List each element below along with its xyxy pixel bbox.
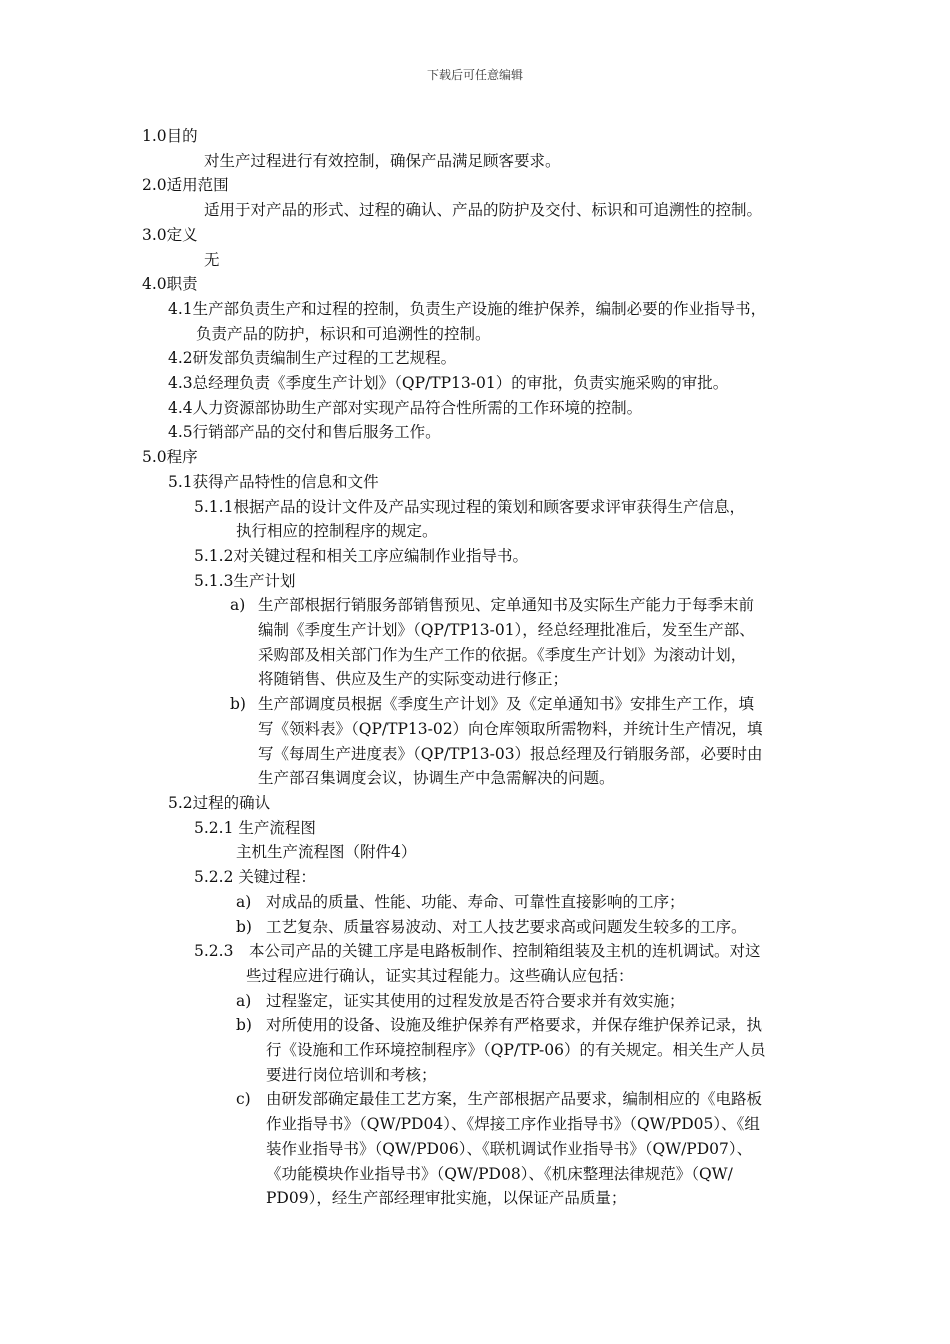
list-item bbox=[0, 1013, 950, 1038]
section-5-title: 5.0程序 bbox=[142, 448, 198, 467]
clause-4-5: 4.5行销部产品的交付和售后服务工作。 bbox=[168, 423, 441, 442]
section-1-body: 对生产过程进行有效控制，确保产品满足顾客要求。 bbox=[204, 151, 561, 170]
section-3-title: 3.0定义 bbox=[142, 225, 198, 244]
list-item-text: 要进行岗位培训和考核； bbox=[266, 1065, 437, 1084]
clause-5-2-1: 5.2.1 生产流程图 bbox=[194, 818, 316, 837]
section-1-title: 1.0目的 bbox=[142, 127, 198, 145]
clause-5-1-2: 5.1.2对关键过程和相关工序应编制作业指导书。 bbox=[194, 546, 528, 565]
list-item-text: 生产部根据行销服务部销售预见、定单通知书及实际生产能力于每季末前 bbox=[258, 596, 755, 615]
clause-5-1-1-line-2: 执行相应的控制程序的规定。 bbox=[236, 522, 438, 541]
page-header-note: 下载后可任意编辑 bbox=[426, 68, 523, 82]
list-item-text: 生产部调度员根据《季度生产计划》及《定单通知书》安排生产工作，填 bbox=[258, 695, 755, 714]
list-marker: b) bbox=[236, 917, 252, 936]
clause-4-3: 4.3总经理负责《季度生产计划》（QP/TP13-01）的审批，负责实施采购的审批。 bbox=[168, 374, 729, 393]
clause-4-2: 4.2研发部负责编制生产过程的工艺规程。 bbox=[168, 349, 457, 368]
list-item-text: 写《领料表》（QP/TP13-02）向仓库领取所需物料，并统计生产情况，填 bbox=[258, 719, 763, 738]
list-item-text: 对所使用的设备、设施及维护保养有严格要求，并保存维护保养记录，执 bbox=[266, 1016, 763, 1035]
clause-4-1-line-1: 4.1生产部负责生产和过程的控制，负责生产设施的维护保养，编制必要的作业指导书， bbox=[168, 299, 767, 318]
clause-5-2-1-body: 主机生产流程图（附件4） bbox=[236, 843, 417, 862]
clause-4-1-line-2: 负责产品的防护，标识和可追溯性的控制。 bbox=[196, 324, 491, 343]
list-item-text: 作业指导书》（QW/PD04）、《焊接工序作业指导书》（QW/PD05）、《组 bbox=[266, 1115, 760, 1134]
clause-5-2-2: 5.2.2 关键过程： bbox=[194, 868, 316, 887]
list-item-text: 过程鉴定，证实其使用的过程发放是否符合要求并有效实施； bbox=[266, 991, 685, 1010]
list-item bbox=[0, 915, 950, 940]
clause-5-2: 5.2过程的确认 bbox=[168, 793, 271, 812]
list-marker: c) bbox=[236, 1090, 251, 1109]
list-marker: a) bbox=[236, 991, 252, 1010]
list-item-text: 对成品的质量、性能、功能、寿命、可靠性直接影响的工序； bbox=[266, 892, 685, 911]
list-item-text: 工艺复杂、质量容易波动、对工人技艺要求高或问题发生较多的工序。 bbox=[266, 917, 747, 936]
list-item-text: 编制《季度生产计划》（QP/TP13-01），经总经理批准后，发至生产部、 bbox=[258, 621, 755, 640]
list-item-text: 装作业指导书》（QW/PD06）、《联机调试作业指导书》（QW/PD07）、 bbox=[266, 1139, 753, 1158]
list-item-text: 写《每周生产进度表》（QP/TP13-03）报总经理及行销服务部，必要时由 bbox=[258, 744, 763, 763]
list-item-text: 《功能模块作业指导书》（QW/PD08）、《机床整理法律规范》（QW/ bbox=[266, 1164, 733, 1183]
list-item-text: 由研发部确定最佳工艺方案，生产部根据产品要求，编制相应的《电路板 bbox=[266, 1090, 763, 1109]
section-3-body: 无 bbox=[204, 250, 220, 269]
clause-4-4: 4.4人力资源部协助生产部对实现产品符合性所需的工作环境的控制。 bbox=[168, 398, 643, 417]
list-item-text: 采购部及相关部门作为生产工作的依据。《季度生产计划》为滚动计划， bbox=[258, 645, 747, 664]
list-marker: a) bbox=[236, 892, 252, 911]
section-2-title: 2.0适用范围 bbox=[142, 176, 229, 195]
section-4-title: 4.0职责 bbox=[142, 275, 198, 294]
list-item bbox=[0, 890, 950, 915]
clause-5-1-3: 5.1.3生产计划 bbox=[194, 571, 296, 590]
list-item-text: 生产部召集调度会议，协调生产中急需解决的问题。 bbox=[258, 769, 615, 788]
clause-5-2-3-line-1: 5.2.3 本公司产品的关键工序是电路板制作、控制箱组装及主机的连机调试。对这 bbox=[194, 942, 761, 961]
list-marker: a) bbox=[230, 596, 246, 615]
list-item bbox=[0, 1087, 950, 1112]
list-marker: b) bbox=[230, 695, 246, 714]
clause-5-1: 5.1获得产品特性的信息和文件 bbox=[168, 472, 379, 491]
list-item-text: 将随销售、供应及生产的实际变动进行修正； bbox=[258, 670, 569, 689]
list-item bbox=[0, 989, 950, 1014]
clause-5-2-3-line-2: 些过程应进行确认，证实其过程能力。这些确认应包括： bbox=[246, 966, 634, 985]
document-body bbox=[0, 124, 950, 1211]
clause-5-1-1-line-1: 5.1.1根据产品的设计文件及产品实现过程的策划和顾客要求评审获得生产信息， bbox=[194, 497, 745, 516]
section-2-body: 适用于对产品的形式、过程的确认、产品的防护及交付、标识和可追溯性的控制。 bbox=[204, 201, 763, 220]
list-item-text: PD09），经生产部经理审批实施，以保证产品质量； bbox=[266, 1189, 627, 1208]
list-marker: b) bbox=[236, 1016, 252, 1035]
list-item-text: 行《设施和工作环境控制程序》（QP/TP-06）的有关规定。相关生产人员 bbox=[266, 1041, 766, 1060]
list-item bbox=[0, 593, 950, 618]
list-item bbox=[0, 692, 950, 717]
